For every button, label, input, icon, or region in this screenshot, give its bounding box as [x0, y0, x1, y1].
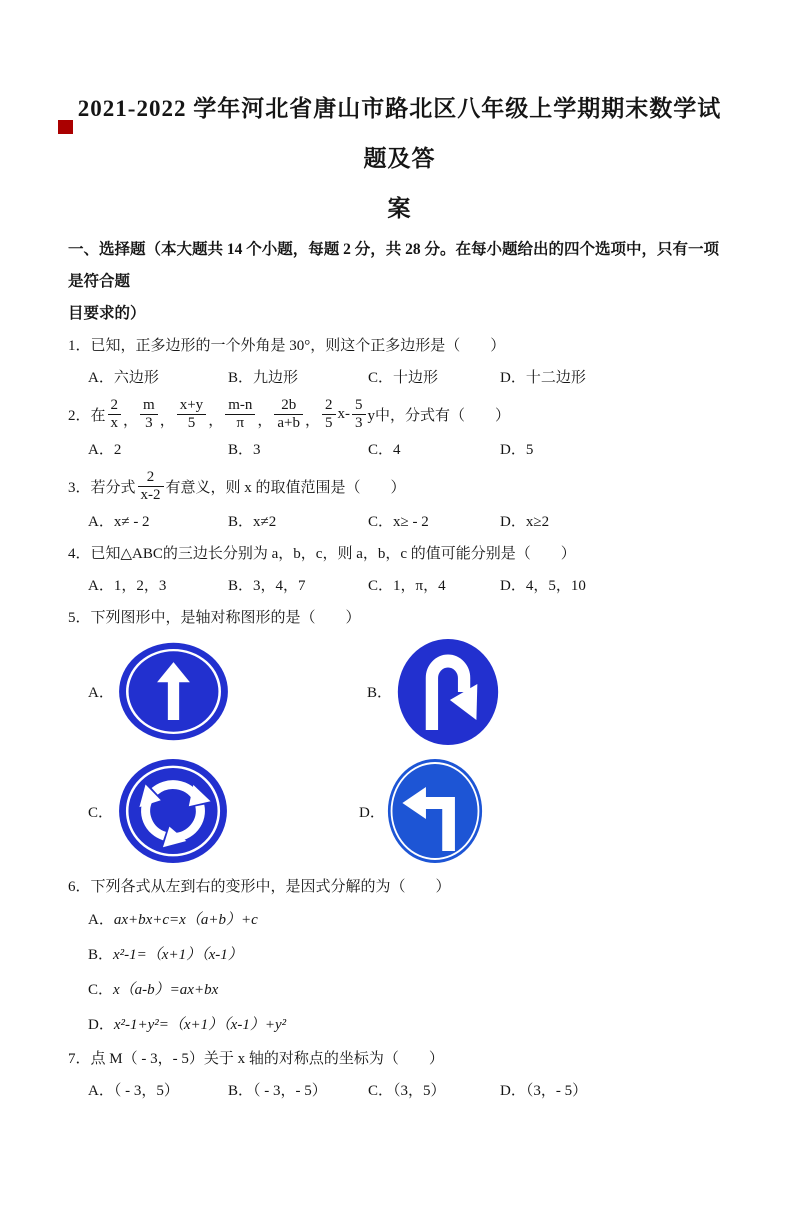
q2-option-c: C．4	[368, 442, 401, 458]
q5-label-c: C．	[88, 804, 114, 821]
roundabout-sign-icon	[116, 756, 230, 866]
q6-label-d: D．	[88, 1017, 114, 1033]
q2-fraction-1: $\frac{2}{x}$	[108, 397, 122, 432]
turn-left-sign-icon	[387, 758, 483, 864]
q6-label-b: B．	[88, 947, 114, 963]
q6-label-a: A．	[88, 912, 114, 928]
q3-option-b: B．x≠2	[228, 514, 277, 530]
q2-fraction-4: $\frac{m-n}{\pi}$	[225, 397, 255, 432]
question-5-text: 5．下列图形中，是轴对称图形的是（ ）	[68, 610, 361, 626]
q1-option-a: A．六边形	[88, 370, 159, 386]
q4-option-a: A．1，2，3	[88, 578, 167, 594]
q1-option-b: B．九边形	[228, 370, 299, 386]
q6-equation-d: x²-1+y²=（x+1）（x-1）+y²	[113, 1017, 287, 1033]
q6-equation-a: ax+bx+c=x（a+b）+c	[113, 912, 258, 928]
section-line-2: 目要求的）	[68, 305, 146, 322]
q1-option-d: D．十二边形	[500, 370, 586, 386]
q4-option-c: C．1，π，4	[368, 578, 446, 594]
question-4-text: 4．已知△ABC的三边长分别为 a，b，c，则 a，b，c 的值可能分别是（ ）	[68, 546, 576, 562]
title-line-2: 案	[387, 196, 412, 221]
q6-option-b	[88, 938, 731, 973]
q5-sign-row-1	[88, 634, 731, 749]
q2-fraction-6: $\frac{2}{5}$	[322, 397, 336, 432]
q6-equation-c: x（a-b）=ax+bx	[113, 982, 219, 998]
question-1-options	[88, 362, 731, 394]
q3-option-a: A．x≠ - 2	[88, 514, 150, 530]
document-page	[0, 84, 793, 1107]
title-line-1: 2021-2022 学年河北省唐山市路北区八年级上学期期末数学试题及答	[77, 96, 722, 171]
q5-sign-row-2	[88, 751, 731, 871]
q2-fraction-2: $\frac{m}{3}$	[140, 397, 158, 432]
q5-label-a: A．	[88, 685, 114, 701]
q2-prefix: 2．在	[68, 407, 106, 424]
q1-option-c: C．十边形	[368, 370, 439, 386]
question-4-options	[88, 570, 731, 602]
separator: ，	[159, 413, 175, 429]
q7-option-c: C．（3，5）	[368, 1083, 446, 1099]
q7-option-a: A．（ - 3，5）	[88, 1083, 179, 1099]
u-turn-sign-icon	[395, 636, 501, 748]
separator: ，	[305, 413, 321, 429]
q7-option-d: D．（3，- 5）	[500, 1083, 588, 1099]
q6-option-a	[88, 903, 731, 938]
straight-ahead-sign-icon	[116, 640, 231, 743]
question-1-text: 1．已知，正多边形的一个外角是 30°，则这个正多边形是（ ）	[68, 338, 506, 354]
q2-mid: x-	[337, 405, 351, 422]
q3-option-c: C．x≥ - 2	[368, 514, 429, 530]
q7-option-b: B．（ - 3，- 5）	[228, 1083, 327, 1099]
q2-option-d: D．5	[500, 442, 534, 458]
separator: ，	[257, 413, 273, 429]
q2-option-a: A．2	[88, 442, 122, 458]
question-3-options	[88, 506, 731, 538]
q4-option-b: B．3，4，7	[228, 578, 306, 594]
q2-option-b: B．3	[228, 442, 261, 458]
question-7-text: 7．点 M（ - 3，- 5）关于 x 轴的对称点的坐标为（ ）	[68, 1051, 444, 1067]
separator: ，	[208, 413, 224, 429]
separator: ，	[123, 413, 139, 429]
q5-label-b: B．	[367, 685, 393, 701]
q3-option-d: D．x≥2	[500, 514, 550, 530]
q4-option-d: D．4，5，10	[500, 578, 586, 594]
q3-suffix: 有意义，则 x 的取值范围是（ ）	[165, 479, 406, 496]
q2-fraction-7: $\frac{5}{3}$	[352, 397, 366, 432]
red-square-marker	[58, 120, 73, 134]
q6-option-d	[88, 1008, 731, 1043]
section-line-1: 一、选择题（本大题共 14 个小题，每题 2 分，共 28 分。在每小题给出的四个选项中，只有一项是符合题	[68, 241, 720, 290]
section-heading	[68, 234, 731, 330]
q6-option-c	[88, 973, 731, 1008]
q2-fraction-3: $\frac{x+y}{5}$	[177, 397, 206, 432]
q6-label-c: C．	[88, 982, 114, 998]
question-3-text	[68, 466, 731, 506]
q5-label-d: D．	[359, 804, 385, 821]
q2-fraction-5: $\frac{2b}{a+b}$	[274, 397, 303, 432]
question-2-options	[88, 434, 731, 466]
q3-prefix: 3．若分式	[68, 479, 136, 496]
question-6-text: 6．下列各式从左到右的变形中，是因式分解的为（ ）	[68, 879, 451, 895]
q2-suffix: y中，分式有（ ）	[367, 407, 511, 424]
question-2-text	[68, 394, 731, 434]
page-title	[68, 84, 731, 234]
question-7-options	[88, 1075, 731, 1107]
q3-fraction: $\frac{2}{x-2}$	[138, 469, 164, 504]
q6-equation-b: x²-1=（x+1）（x-1）	[113, 947, 243, 963]
